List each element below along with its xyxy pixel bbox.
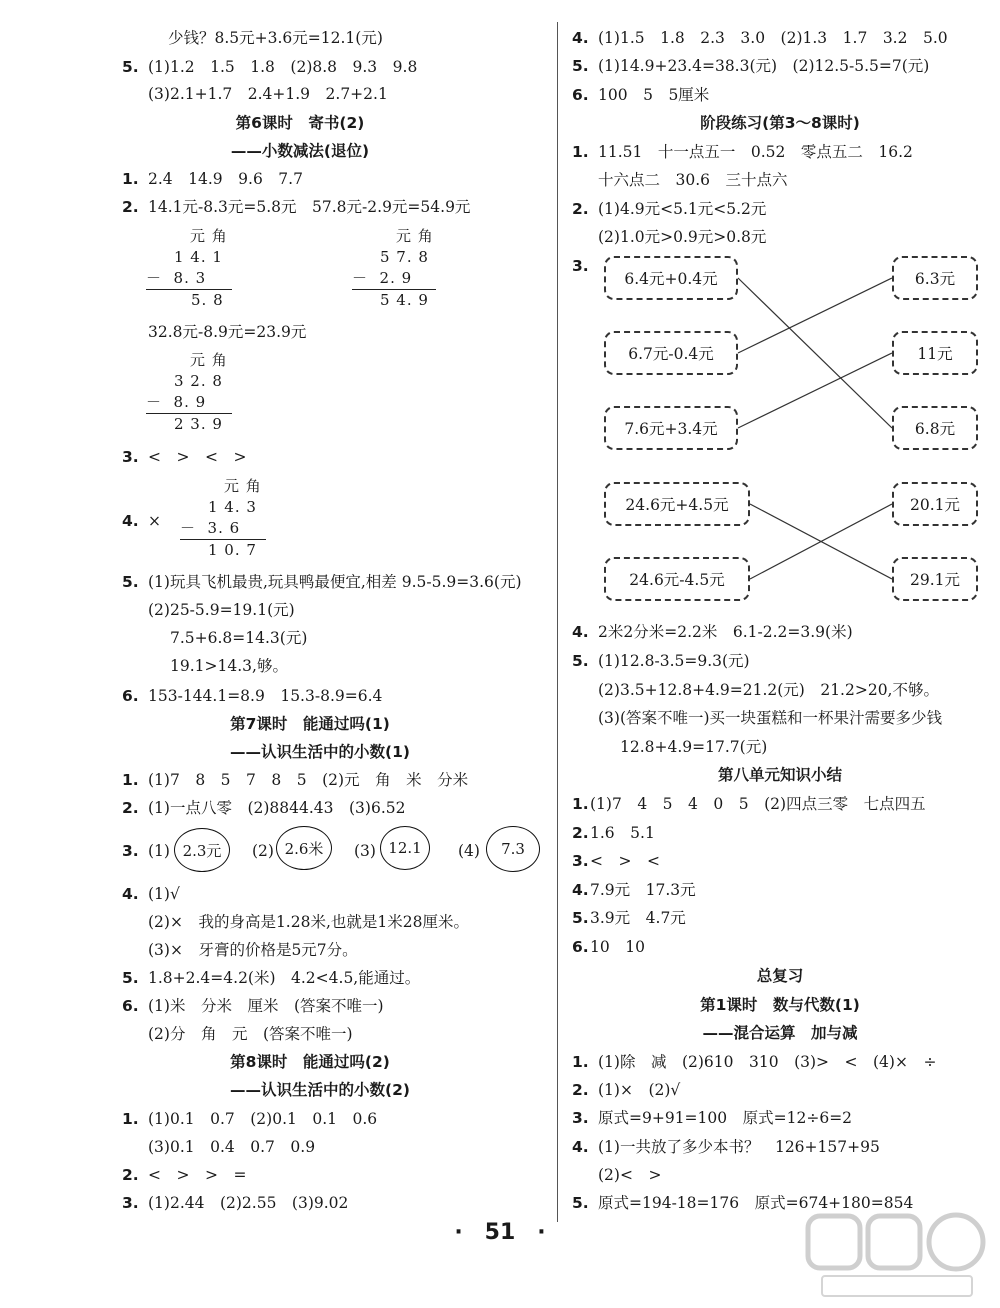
question-number: 4. — [572, 29, 589, 47]
answer-text: 12.8+4.9=17.7(元) — [620, 738, 768, 756]
question-number: 2. — [572, 824, 589, 842]
answer-text: 19.1>14.3,够。 — [170, 657, 288, 675]
answer-text: (1)米 分米 厘米 (答案不唯一) — [148, 997, 384, 1015]
matching-lines — [560, 0, 1000, 620]
text-line: 少钱？8.5元+3.6元=12.1(元) — [168, 29, 383, 47]
question-number: 1. — [122, 170, 139, 188]
answer-text: 14.1元-8.3元=5.8元 57.8元-2.9元=54.9元 — [148, 198, 471, 216]
expression-box: 6.4元+0.4元 — [604, 256, 738, 300]
answer-text: (3)2.1+1.7 2.4+1.9 2.7+2.1 — [148, 85, 388, 103]
question-number: 5. — [572, 57, 589, 75]
column-divider — [557, 22, 558, 1222]
question-number: 5. — [572, 1194, 589, 1212]
answer-text: (1)√ — [148, 885, 180, 903]
lesson-subtitle: ——混合运算 加与减 — [702, 1024, 858, 1042]
answer-text: (1)4.9元<5.1元<5.2元 — [598, 200, 767, 218]
question-number: 1. — [122, 771, 139, 789]
option-label: (4) — [458, 842, 480, 860]
question-number: 4. — [572, 881, 589, 899]
circled-answer: 12.1 — [380, 826, 430, 870]
option-label: (2) — [252, 842, 274, 860]
answer-text: (3)0.1 0.4 0.7 0.9 — [148, 1138, 316, 1156]
vertical-calculation: 元 角 1 4. 3 － 3. 6 1 0. 7 — [180, 476, 266, 561]
answer-text: 10 10 — [590, 938, 645, 956]
answer-text: (2)分 角 元 (答案不唯一) — [148, 1025, 353, 1043]
question-number: 4. — [122, 512, 139, 530]
answer-text: (1)1.2 1.5 1.8 (2)8.8 9.3 9.8 — [148, 58, 418, 76]
question-number: 5. — [572, 909, 589, 927]
watermark-logo-icon — [802, 1210, 992, 1302]
answer-text: (3)(答案不唯一)买一块蛋糕和一杯果汁需要多少钱 — [598, 709, 943, 727]
result-box: 6.3元 — [892, 256, 978, 300]
question-number: 1. — [572, 795, 589, 813]
answer-text: 2米2分米=2.2米 6.1-2.2=3.9(米) — [598, 623, 853, 641]
answer-text: (1)7 8 5 7 8 5 (2)元 角 米 分米 — [148, 771, 469, 789]
question-number: 3. — [122, 448, 139, 466]
answer-text: (2)3.5+12.8+4.9=21.2(元) 21.2>20,不够。 — [598, 681, 939, 699]
answer-text: < > < — [590, 852, 660, 870]
question-number: 2. — [122, 799, 139, 817]
answer-text: < > < > — [148, 448, 247, 466]
question-number: 5. — [122, 969, 139, 987]
vertical-calculation: 元 角 3 2. 8 － 8. 9 2 3. 9 — [146, 350, 232, 435]
answer-text: (1)1.5 1.8 2.3 3.0 (2)1.3 1.7 3.2 5.0 — [598, 29, 948, 47]
question-number: 1. — [122, 1110, 139, 1128]
answer-text: (1)一共放了多少本书？ 126+157+95 — [598, 1138, 880, 1156]
answer-text: 原式=194-18=176 原式=674+180=854 — [598, 1194, 914, 1212]
result-box: 6.8元 — [892, 406, 978, 450]
question-number: 2. — [122, 198, 139, 216]
answer-text: (3)× 牙膏的价格是5元7分。 — [148, 941, 358, 959]
answer-text: (1)× (2)√ — [598, 1081, 681, 1099]
vertical-calculation: 元 角 1 4. 1 － 8. 3 5. 8 — [146, 226, 232, 311]
answer-text: (1)12.8-3.5=9.3(元) — [598, 652, 750, 670]
lesson-title: 第1课时 数与代数(1) — [700, 996, 860, 1014]
answer-text: 1.8+2.4=4.2(米) 4.2<4.5,能通过。 — [148, 969, 421, 987]
answer-text: (1)2.44 (2)2.55 (3)9.02 — [148, 1194, 349, 1212]
page-number: · 51 · — [454, 1220, 546, 1245]
answer-text: 十六点二 30.6 三十点六 — [598, 171, 788, 189]
answer-text: (2)< > — [598, 1166, 662, 1184]
expression-box: 24.6元+4.5元 — [604, 482, 750, 526]
question-number: 6. — [572, 86, 589, 104]
question-number: 4. — [122, 885, 139, 903]
answer-text: (1)除 减 (2)610 310 (3)> < (4)× ÷ — [598, 1053, 937, 1071]
result-box: 29.1元 — [892, 557, 978, 601]
question-number: 3. — [122, 842, 139, 860]
answer-text: (1)14.9+23.4=38.3(元) (2)12.5-5.5=7(元) — [598, 57, 930, 75]
question-number: 2. — [122, 1166, 139, 1184]
lesson-subtitle: ——小数减法(退位) — [230, 142, 370, 160]
section-title: 阶段练习(第3～8课时) — [700, 114, 860, 132]
option-label: (1) — [148, 842, 170, 860]
answer-text: < > > = — [148, 1166, 247, 1184]
question-number: 5. — [122, 573, 139, 591]
question-number: 6. — [122, 687, 139, 705]
expression-box: 6.7元-0.4元 — [604, 331, 738, 375]
answer-text: 100 5 5厘米 — [598, 86, 710, 104]
question-number: 3. — [122, 1194, 139, 1212]
answer-text: 11.51 十一点五一 0.52 零点五二 16.2 — [598, 143, 913, 161]
answer-text: (2)× 我的身高是1.28米,也就是1米28厘米。 — [148, 913, 469, 931]
question-number: 1. — [572, 1053, 589, 1071]
option-label: (3) — [354, 842, 376, 860]
question-number: 6. — [122, 997, 139, 1015]
answer-text: (1)一点八零 (2)8844.43 (3)6.52 — [148, 799, 406, 817]
lesson-subtitle: ——认识生活中的小数(1) — [230, 743, 410, 761]
answer-text: 7.9元 17.3元 — [590, 881, 696, 899]
lesson-title: 第6课时 寄书(2) — [235, 114, 365, 132]
question-number: 6. — [572, 938, 589, 956]
question-number: 3. — [572, 852, 589, 870]
answer-text: 2.4 14.9 9.6 7.7 — [148, 170, 303, 188]
question-number: 5. — [122, 58, 139, 76]
question-number: 2. — [572, 1081, 589, 1099]
answer-text: (2)1.0元>0.9元>0.8元 — [598, 228, 767, 246]
circled-answer: 2.3元 — [174, 828, 230, 872]
cross-mark: × — [148, 512, 161, 530]
answer-text: (1)7 4 5 4 0 5 (2)四点三零 七点四五 — [590, 795, 926, 813]
result-box: 11元 — [892, 331, 978, 375]
lesson-title: 第8课时 能通过吗(2) — [230, 1053, 390, 1071]
answer-text: 1.6 5.1 — [590, 824, 655, 842]
section-title: 总复习 — [756, 967, 804, 985]
expression-box: 24.6元-4.5元 — [604, 557, 750, 601]
question-number: 2. — [572, 200, 589, 218]
circled-answer: 7.3 — [486, 826, 540, 872]
question-number: 1. — [572, 143, 589, 161]
vertical-calculation: 元 角 5 7. 8 － 2. 9 5 4. 9 — [352, 226, 436, 311]
answer-text: (1)玩具飞机最贵,玩具鸭最便宜,相差 9.5-5.9=3.6(元) — [148, 573, 522, 591]
answer-text: 7.5+6.8=14.3(元) — [170, 629, 308, 647]
lesson-subtitle: ——认识生活中的小数(2) — [230, 1081, 410, 1099]
answer-text: (2)25-5.9=19.1(元) — [148, 601, 295, 619]
lesson-title: 第7课时 能通过吗(1) — [230, 715, 390, 733]
question-number: 3. — [572, 1109, 589, 1127]
question-number: 3. — [572, 257, 589, 275]
result-box: 20.1元 — [892, 482, 978, 526]
answer-text: 32.8元-8.9元=23.9元 — [148, 323, 307, 341]
expression-box: 7.6元+3.4元 — [604, 406, 738, 450]
answer-text: 3.9元 4.7元 — [590, 909, 686, 927]
circled-answer: 2.6米 — [276, 826, 332, 870]
answer-text: 153-144.1=8.9 15.3-8.9=6.4 — [148, 687, 383, 705]
question-number: 4. — [572, 623, 589, 641]
answer-text: 原式=9+91=100 原式=12÷6=2 — [598, 1109, 853, 1127]
question-number: 4. — [572, 1138, 589, 1156]
section-title: 第八单元知识小结 — [717, 766, 842, 784]
question-number: 5. — [572, 652, 589, 670]
answer-text: (1)0.1 0.7 (2)0.1 0.1 0.6 — [148, 1110, 378, 1128]
